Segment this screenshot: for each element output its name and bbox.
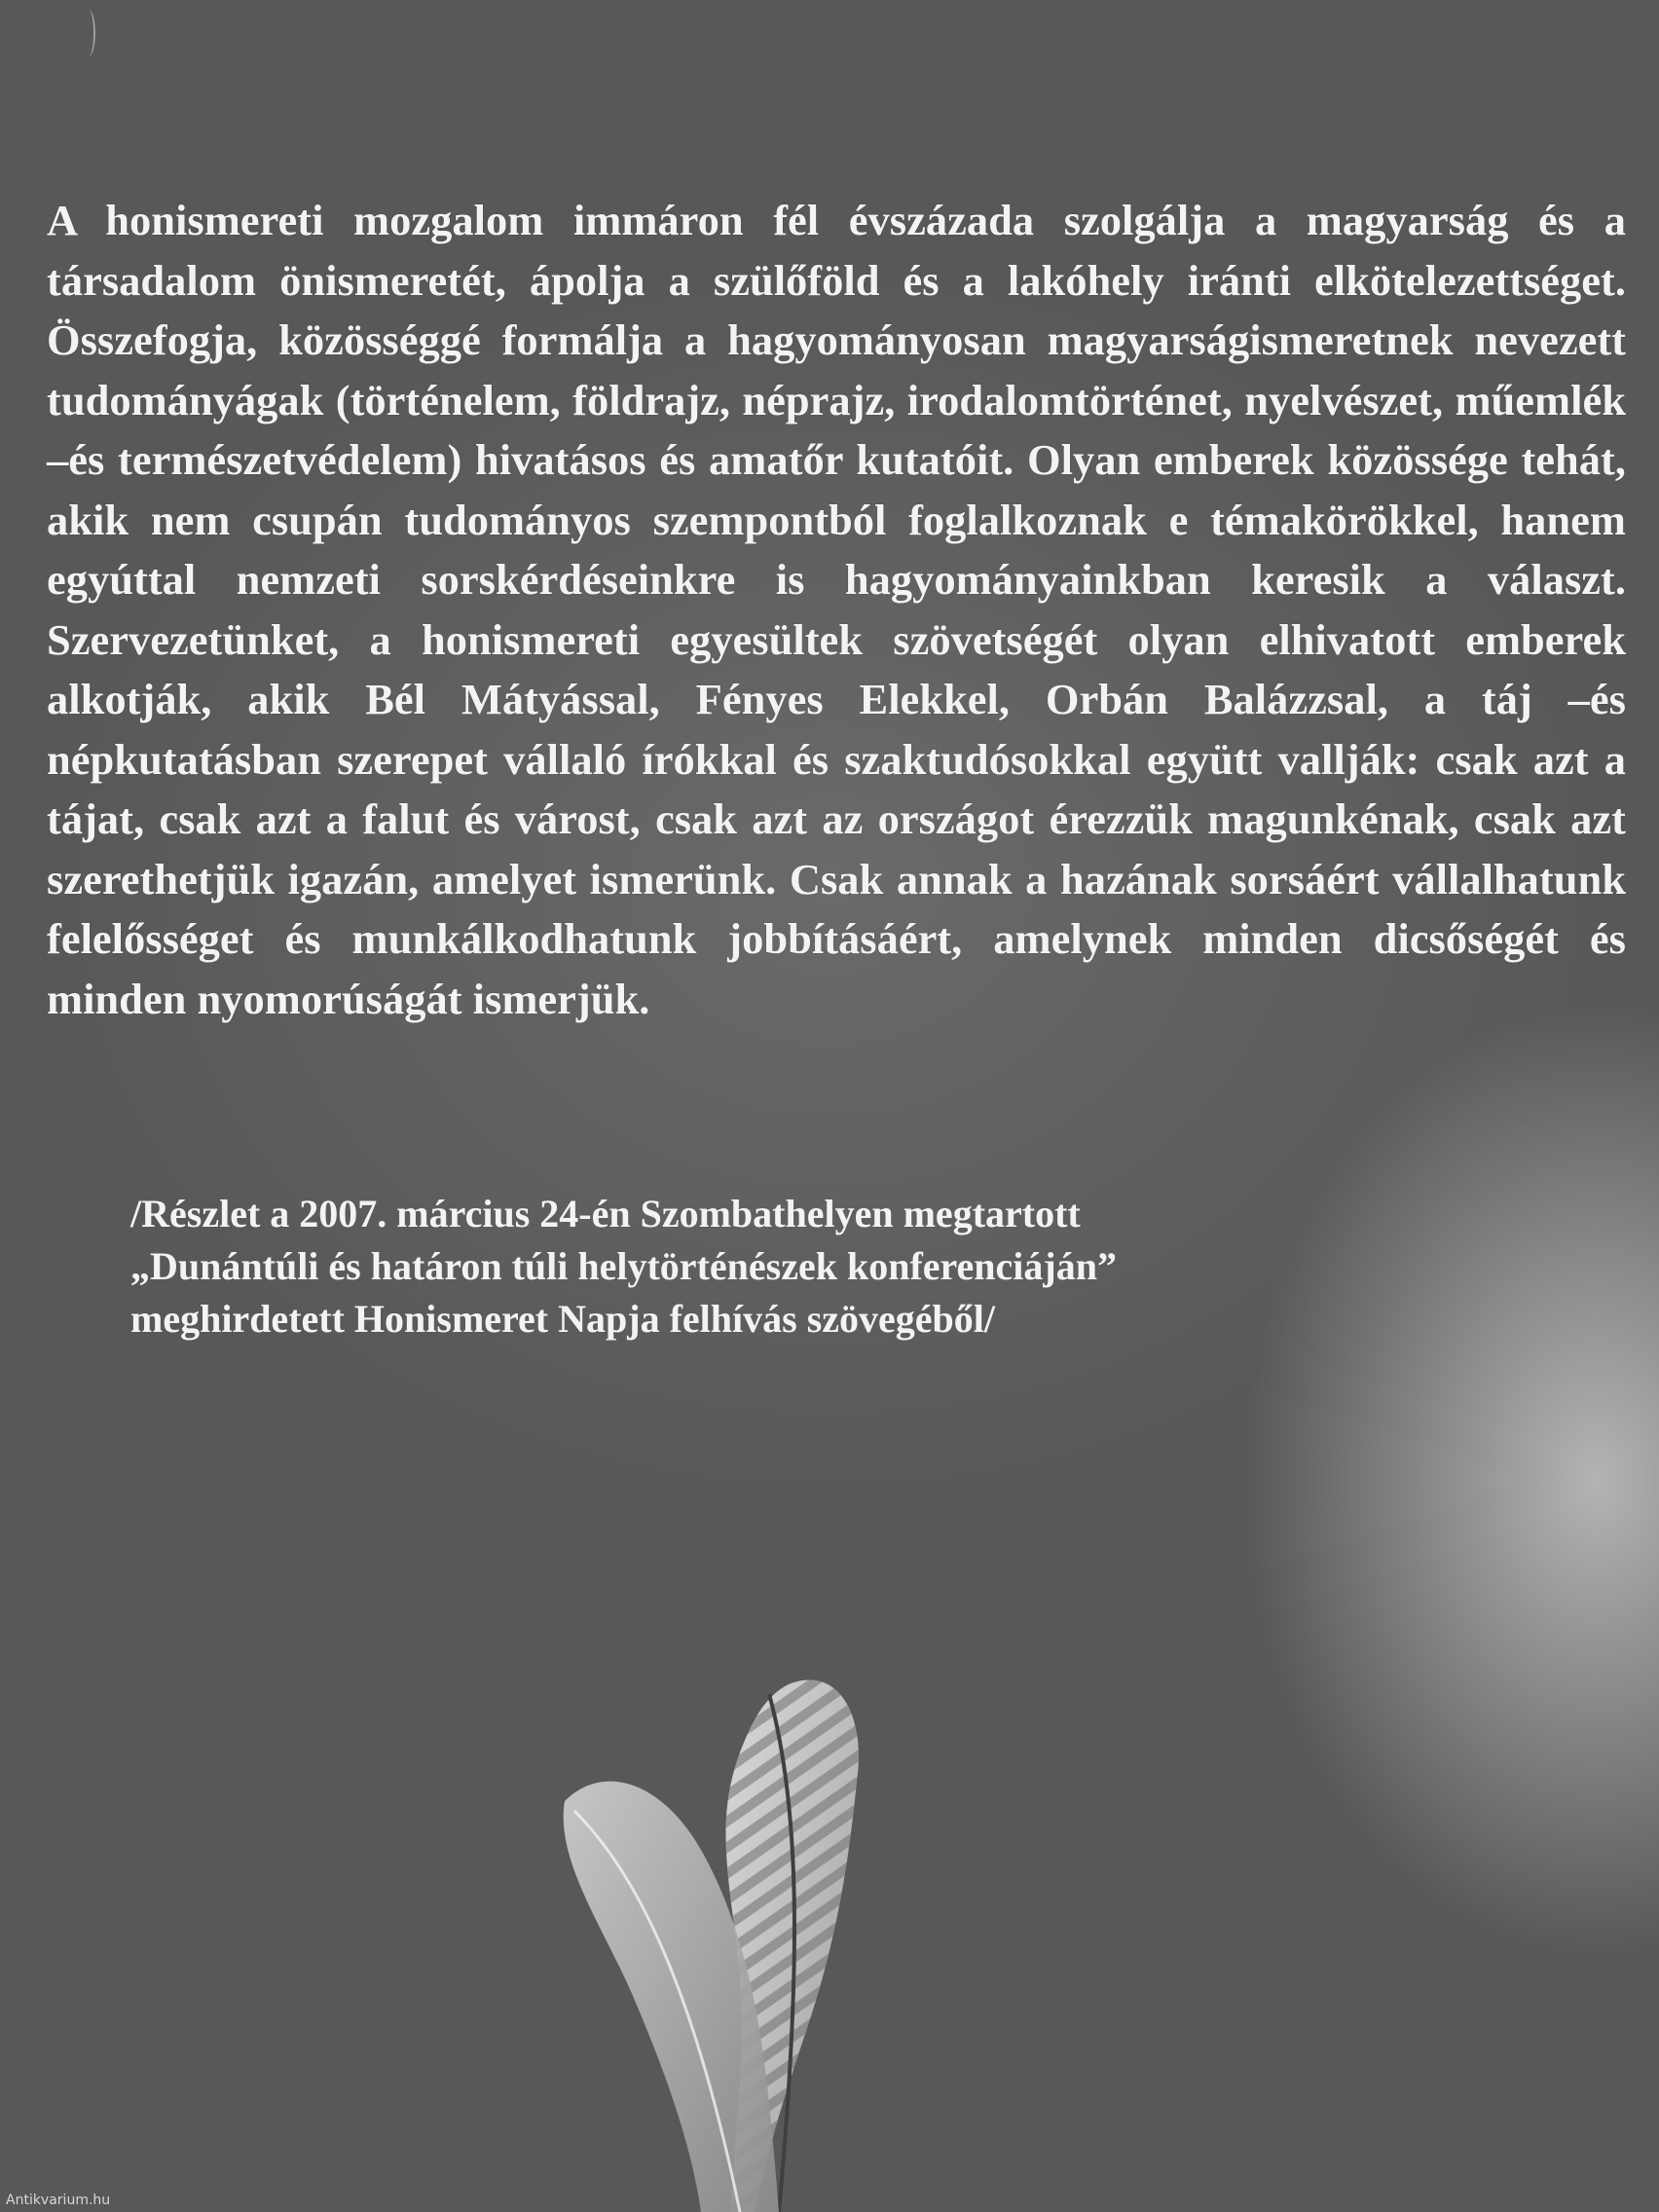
scan-mark <box>82 10 95 56</box>
watermark: Antikvarium.hu <box>6 2193 111 2208</box>
citation-line-2: „Dunántúli és határon túli helytörténészek konferenciáján” <box>130 1244 1117 1288</box>
feather-icon <box>545 1655 954 2212</box>
citation-line-1: /Részlet a 2007. március 24-én Szombathelyen megtartott <box>130 1192 1081 1235</box>
citation-line-3: meghirdetett Honismeret Napja felhívás szövegéből/ <box>130 1297 995 1341</box>
body-paragraph: A honismereti mozgalom immáron fél évszázada szolgálja a magyarság és a társadalom önismeretét, ápolja a szülőföld és a lakóhely iránti elkötelezettséget. Összefogja, közösséggé formálja a hagyományosan magyarságismeretnek nevezett tudományágak (történelem, földrajz, néprajz, irodalomtörténet, nyelvészet, műemlék –és természetvédelem) hivatásos és amatőr kutatóit. Olyan emberek közössége tehát, akik nem csupán tudományos szempontból foglalkoznak e témakörökkel, hanem egyúttal nemzeti sorskérdéseinkre is hagyományainkban keresik a választ. Szervezetünket, a honismereti egyesültek szövetségét olyan elhivatott emberek alkotják, akik Bél Mátyással, Fényes Elekkel, Orbán Balázzsal, a táj –és népkutatásban szerepet vállaló írókkal és szaktudósokkal együtt vallják: csak azt a tájat, csak azt a falut és várost, csak azt az országot érezzük magunkénak, csak azt szerethetjük igazán, amelyet ismerünk. Csak annak a hazának sorsáért vállalhatunk felelősséget és munkálkodhatunk jobbításáért, amelynek minden dicsőségét és minden nyomorúságát ismerjük. <box>47 196 1626 1023</box>
citation <box>130 1188 1396 1346</box>
